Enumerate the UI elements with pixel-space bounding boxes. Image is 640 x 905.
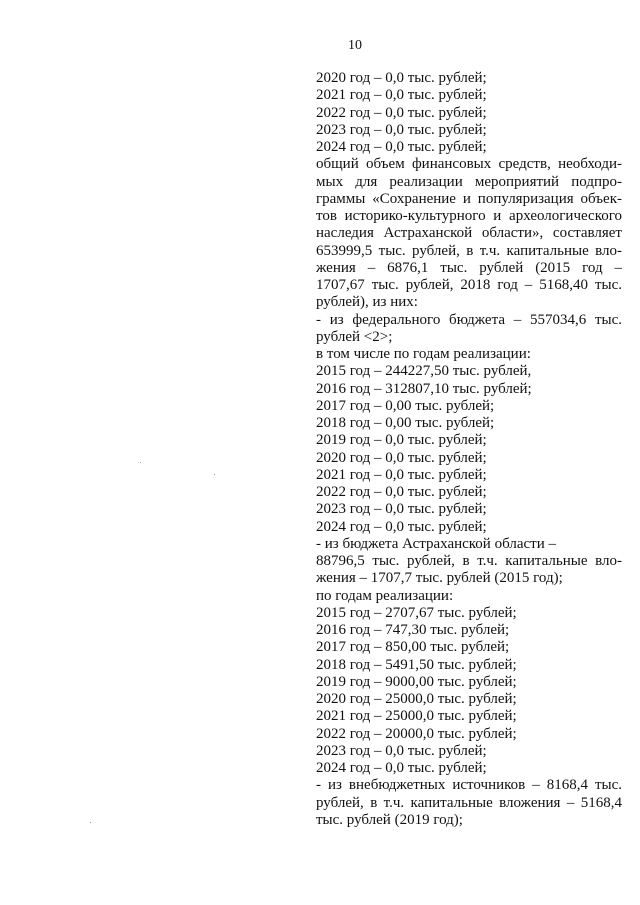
- text-line: 2022 год – 20000,0 тыс. рублей;: [316, 725, 517, 742]
- text-line: 2021 год – 0,0 тыс. рублей;: [316, 466, 487, 483]
- scan-speck: [214, 474, 215, 475]
- text-line: общий объем финансовых средств, необходи-: [316, 156, 622, 173]
- text-line: 2017 год – 850,00 тыс. рублей;: [316, 639, 510, 656]
- text-line: 2024 год – 0,0 тыс. рублей;: [316, 139, 487, 155]
- text-line: 2015 год – 244227,50 тыс. рублей,: [316, 363, 532, 380]
- text-line: 2018 год – 0,00 тыс. рублей;: [316, 415, 495, 431]
- text-line: 2022 год – 0,0 тыс. рублей;: [316, 104, 487, 121]
- text-line: наследия Астраханской области», составляет: [316, 225, 622, 242]
- text-line: в том числе по годам реализации:: [316, 346, 531, 362]
- text-line: 2020 год – 0,0 тыс. рублей;: [316, 70, 487, 86]
- text-line: 1707,67 тыс. рублей, 2018 год – 5168,40 тыс.: [316, 277, 622, 293]
- text-line: 2018 год – 5491,50 тыс. рублей;: [316, 656, 517, 673]
- text-line: - из внебюджетных источников – 8168,4 тыс.: [316, 777, 622, 794]
- page-number: 10: [348, 38, 362, 53]
- text-line: 2019 год – 9000,00 тыс. рублей;: [316, 673, 517, 690]
- text-line: 2020 год – 0,0 тыс. рублей;: [316, 449, 487, 466]
- text-line: жения – 1707,7 тыс. рублей (2015 год);: [316, 570, 563, 587]
- scan-speck: [140, 462, 141, 463]
- text-line: 2016 год – 747,30 тыс. рублей;: [316, 622, 510, 638]
- text-line: 2023 год – 0,0 тыс. рублей;: [316, 121, 487, 138]
- text-line: - из федерального бюджета – 557034,6 тыс.: [316, 311, 622, 328]
- text-line: 2016 год – 312807,10 тыс. рублей;: [316, 380, 532, 397]
- text-line: 2024 год – 0,0 тыс. рублей;: [316, 518, 487, 535]
- text-line: тов историко-культурного и археологического: [316, 208, 622, 224]
- text-line: 2023 год – 0,0 тыс. рублей;: [316, 501, 487, 518]
- text-line: 2021 год – 0,0 тыс. рублей;: [316, 87, 487, 104]
- text-line: по годам реализации:: [316, 587, 454, 604]
- text-line: 2020 год – 25000,0 тыс. рублей;: [316, 691, 517, 707]
- body-text: [316, 70, 622, 829]
- text-line: тыс. рублей (2019 год);: [316, 811, 463, 828]
- text-line: 2022 год – 0,0 тыс. рублей;: [316, 484, 487, 500]
- scan-speck: [90, 822, 91, 823]
- text-line: граммы «Сохранение и популяризация объек-: [316, 190, 622, 207]
- text-line: 2019 год – 0,0 тыс. рублей;: [316, 432, 487, 449]
- text-line: 2015 год – 2707,67 тыс. рублей;: [316, 604, 517, 621]
- text-line: рублей, в т.ч. капитальные вложения – 5168,4: [316, 794, 622, 811]
- text-line: 2021 год – 25000,0 тыс. рублей;: [316, 708, 517, 725]
- text-line: 2024 год – 0,0 тыс. рублей;: [316, 760, 487, 776]
- text-line: 88796,5 тыс. рублей, в т.ч. капитальные вло-: [316, 553, 622, 569]
- text-line: 2023 год – 0,0 тыс. рублей;: [316, 742, 487, 759]
- text-line: 2017 год – 0,00 тыс. рублей;: [316, 397, 495, 414]
- text-line: рублей), из них:: [316, 294, 418, 311]
- text-line: мых для реализации мероприятий подпро-: [316, 173, 622, 190]
- text-line: жения – 6876,1 тыс. рублей (2015 год –: [316, 259, 622, 276]
- text-line: рублей <2>;: [316, 328, 393, 345]
- text-line: 653999,5 тыс. рублей, в т.ч. капитальные вло-: [316, 242, 622, 259]
- text-line: - из бюджета Астраханской области –: [316, 535, 556, 552]
